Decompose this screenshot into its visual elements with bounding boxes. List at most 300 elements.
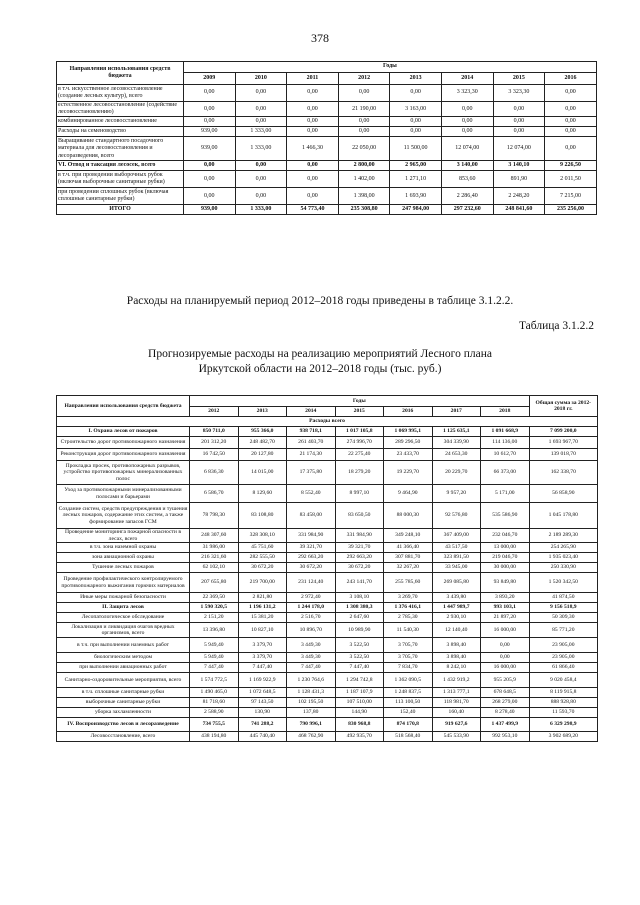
- cell-total: 56 858,90: [529, 485, 598, 503]
- cell-value: 18 279,20: [335, 461, 384, 485]
- row-label: выборочные санитарные рубки: [57, 698, 190, 708]
- cell-value: 292 663,20: [287, 553, 336, 563]
- header-directions: Направления использования средств бюджета: [57, 396, 190, 417]
- cell-value: 0,00: [184, 102, 236, 117]
- year-header: 2018: [481, 407, 530, 417]
- cell-value: 992 953,10: [481, 732, 530, 742]
- cell-value: 274 996,70: [335, 437, 384, 449]
- cell-total: 23 905,00: [529, 638, 598, 653]
- cell-value: 367 409,00: [432, 529, 481, 543]
- cell-value: 243 141,70: [335, 573, 384, 593]
- table-row: [57, 461, 598, 485]
- cell-value: 219 046,70: [481, 553, 530, 563]
- year-header: 2015: [335, 407, 384, 417]
- row-label: комбинированное лесовосстановление: [57, 117, 184, 127]
- cell-value: 113 100,50: [384, 698, 433, 708]
- cell-value: 3 522,50: [335, 653, 384, 663]
- cell-value: 8 129,60: [238, 485, 287, 503]
- cell-value: 468 762,90: [287, 732, 336, 742]
- cell-value: 7 447,40: [190, 663, 239, 673]
- cell-value: 30 000,00: [481, 563, 530, 573]
- table-row: [57, 188, 597, 205]
- cell-value: 1 437 499,9: [481, 718, 530, 732]
- cell-value: 21 897,20: [481, 613, 530, 623]
- cell-value: 2 821,80: [238, 593, 287, 603]
- cell-value: 1 590 320,5: [190, 603, 239, 613]
- cell-value: 248 482,70: [238, 437, 287, 449]
- cell-value: 97 143,50: [238, 698, 287, 708]
- row-label: Расходы на семеноводство: [57, 127, 184, 137]
- cell-total: 41 874,50: [529, 593, 598, 603]
- table-row: [57, 485, 598, 503]
- cell-value: 0,00: [184, 188, 236, 205]
- cell-value: 1 447 989,7: [432, 603, 481, 613]
- cell-value: 3 323,30: [493, 85, 545, 102]
- cell-value: 1 432 919,2: [432, 673, 481, 688]
- table-row: [57, 673, 598, 688]
- cell-value: 2 930,10: [432, 613, 481, 623]
- cell-value: 0,00: [441, 102, 493, 117]
- cell-value: 16 742,50: [190, 449, 239, 461]
- section-row: Расходы всего: [57, 417, 598, 427]
- row-label: Прокладка просек, противопожарных разрывов, устройство противопожарных минерализованных полос: [57, 461, 190, 485]
- cell-value: 5 949,40: [190, 653, 239, 663]
- cell-value: 1 362 090,5: [384, 673, 433, 688]
- cell-value: 39 321,70: [335, 543, 384, 553]
- header-total: Общая сумма за 2012-2018 гг.: [529, 396, 598, 417]
- cell-value: 850 711,0: [190, 427, 239, 437]
- cell-value: 255 785,60: [384, 573, 433, 593]
- cell-value: 2 800,00: [338, 161, 390, 171]
- cell-value: 734 755,5: [190, 718, 239, 732]
- row-label: в т.ч. при выполнении наземных работ: [57, 638, 190, 653]
- cell-value: 232 046,70: [481, 529, 530, 543]
- cell-value: 12 074,00: [493, 137, 545, 161]
- cell-value: 0,00: [287, 85, 339, 102]
- cell-value: 3 898,40: [432, 653, 481, 663]
- cell-value: 19 229,70: [384, 461, 433, 485]
- cell-value: 0,00: [184, 161, 236, 171]
- row-label: I. Охрана лесов от пожаров: [57, 427, 190, 437]
- cell-value: 17 375,80: [287, 461, 336, 485]
- cell-value: 0,00: [545, 102, 597, 117]
- table-row: [57, 573, 598, 593]
- cell-value: 54 773,40: [287, 205, 339, 215]
- cell-value: 6 586,70: [190, 485, 239, 503]
- cell-total: 139 018,70: [529, 449, 598, 461]
- body-text: Расходы на планируемый период 2012–2018 годы приведены в таблице 3.1.2.2.: [126, 295, 514, 307]
- cell-value: 201 312,20: [190, 437, 239, 449]
- year-header: 2014: [287, 407, 336, 417]
- table-row: [57, 437, 598, 449]
- cell-value: 307 881,70: [384, 553, 433, 563]
- cell-value: 0,00: [493, 102, 545, 117]
- cell-value: 83 458,00: [287, 503, 336, 529]
- cell-value: 1 128 431,3: [287, 688, 336, 698]
- row-label: в т.ч. зона наземной охраны: [57, 543, 190, 553]
- table-row: [57, 553, 598, 563]
- table-caption: Таблица 3.1.2.2: [518, 320, 594, 332]
- cell-value: 43 517,50: [432, 543, 481, 553]
- cell-value: 0,00: [184, 117, 236, 127]
- cell-total: 8 119 915,8: [529, 688, 598, 698]
- row-label: естественное лесовосстановление (содействие лесовосстановлению): [57, 102, 184, 117]
- cell-value: 955 205,9: [481, 673, 530, 688]
- cell-value: 10 612,70: [481, 449, 530, 461]
- cell-value: 92 576,80: [432, 503, 481, 529]
- cell-value: 3 323,30: [441, 85, 493, 102]
- cell-total: 2 189 289,30: [529, 529, 598, 543]
- cell-value: 268 279,00: [481, 698, 530, 708]
- expense-table-2009-2016: [56, 61, 597, 215]
- cell-value: 3 379,70: [238, 638, 287, 653]
- cell-value: 10 896,70: [287, 623, 336, 638]
- cell-total: 162 338,70: [529, 461, 598, 485]
- cell-value: 0,00: [338, 117, 390, 127]
- row-label: IV. Воспроизводство лесов и лесоразведение: [57, 718, 190, 732]
- cell-total: 1 045 178,80: [529, 503, 598, 529]
- cell-value: 16 000,00: [481, 623, 530, 638]
- cell-value: 919 627,6: [432, 718, 481, 732]
- cell-value: 292 663,20: [335, 553, 384, 563]
- cell-value: 939,00: [184, 137, 236, 161]
- row-label: в т.ч. сплошные санитарные рубки: [57, 688, 190, 698]
- cell-total: 11 593,70: [529, 708, 598, 718]
- row-label: при проведении сплошных рубок (включая сплошные санитарные рубки): [57, 188, 184, 205]
- cell-value: 207 655,80: [190, 573, 239, 593]
- cell-value: 0,00: [545, 117, 597, 127]
- cell-value: 3 140,10: [493, 161, 545, 171]
- year-header: 2015: [493, 73, 545, 85]
- year-header: 2014: [441, 73, 493, 85]
- row-label: Лесовосстановление, всего: [57, 732, 190, 742]
- cell-value: 7 834,70: [384, 663, 433, 673]
- cell-value: 93 849,80: [481, 573, 530, 593]
- cell-value: 939,00: [184, 127, 236, 137]
- cell-value: 14 015,00: [238, 461, 287, 485]
- cell-value: 545 533,90: [432, 732, 481, 742]
- cell-value: 7 447,40: [335, 663, 384, 673]
- cell-value: 7 447,40: [238, 663, 287, 673]
- year-header: 2009: [184, 73, 236, 85]
- table-row: [57, 127, 597, 137]
- cell-total: 7 099 200,0: [529, 427, 598, 437]
- cell-value: 32 267,20: [384, 563, 433, 573]
- cell-value: 2 965,00: [390, 161, 442, 171]
- cell-value: 790 996,1: [287, 718, 336, 732]
- cell-value: 6 836,30: [190, 461, 239, 485]
- table-row: [57, 593, 598, 603]
- cell-value: 21 190,00: [338, 102, 390, 117]
- cell-value: 1 308 380,3: [335, 603, 384, 613]
- cell-value: 7 215,00: [545, 188, 597, 205]
- cell-value: 30 672,20: [335, 563, 384, 573]
- cell-value: 331 984,90: [335, 529, 384, 543]
- cell-value: 993 103,1: [481, 603, 530, 613]
- cell-value: 0,00: [481, 638, 530, 653]
- cell-value: 8 278,40: [481, 708, 530, 718]
- row-label: зона авиационной охраны: [57, 553, 190, 563]
- table-row: [57, 449, 598, 461]
- cell-value: 939,00: [184, 205, 236, 215]
- cell-value: 12 074,00: [441, 137, 493, 161]
- cell-value: 0,00: [235, 117, 287, 127]
- cell-value: 39 321,70: [287, 543, 336, 553]
- cell-value: 891,90: [493, 171, 545, 188]
- cell-total: 6 329 298,9: [529, 718, 598, 732]
- year-header: 2010: [235, 73, 287, 85]
- cell-value: 0,00: [545, 85, 597, 102]
- cell-value: 3 705,70: [384, 638, 433, 653]
- header-years: Годы: [190, 396, 530, 407]
- cell-value: 445 740,40: [238, 732, 287, 742]
- cell-value: 45 751,60: [238, 543, 287, 553]
- cell-value: 10 827,10: [238, 623, 287, 638]
- cell-value: 3 449,30: [287, 638, 336, 653]
- cell-total: 9 020 458,4: [529, 673, 598, 688]
- cell-value: 3 379,70: [238, 653, 287, 663]
- cell-value: 144,90: [335, 708, 384, 718]
- cell-value: 21 174,30: [287, 449, 336, 461]
- row-label: Реконструкция дорог противопожарного назначения: [57, 449, 190, 461]
- cell-value: 152,40: [384, 708, 433, 718]
- cell-value: 2 516,70: [287, 613, 336, 623]
- table-row: [57, 708, 598, 718]
- cell-value: 3 140,00: [441, 161, 493, 171]
- cell-value: 0,00: [545, 127, 597, 137]
- cell-total: 1 935 023,40: [529, 553, 598, 563]
- table-title: [0, 347, 640, 377]
- cell-value: 137,80: [287, 708, 336, 718]
- cell-value: 349 248,10: [384, 529, 433, 543]
- cell-value: 492 935,70: [335, 732, 384, 742]
- cell-value: 874 170,8: [384, 718, 433, 732]
- table-row: [57, 137, 597, 161]
- forecast-expense-table-2012-2018: [56, 395, 598, 742]
- table-row: [57, 688, 598, 698]
- cell-value: 8 997,10: [335, 485, 384, 503]
- cell-value: 1 072 648,5: [238, 688, 287, 698]
- cell-value: 1 490 465,0: [190, 688, 239, 698]
- year-header: 2016: [545, 73, 597, 85]
- cell-value: 323 891,50: [432, 553, 481, 563]
- cell-value: 1 091 668,9: [481, 427, 530, 437]
- table-row: [57, 613, 598, 623]
- cell-value: 438 194,80: [190, 732, 239, 742]
- cell-value: 2 151,20: [190, 613, 239, 623]
- cell-value: 0,00: [390, 127, 442, 137]
- cell-value: 1 271,10: [390, 171, 442, 188]
- cell-value: 30 672,20: [238, 563, 287, 573]
- cell-value: 12 140,40: [432, 623, 481, 638]
- row-label: Выращивание стандартного посадочного материала для лесовосстановления и лесоразведения, всего: [57, 137, 184, 161]
- cell-value: 1 294 742,8: [335, 673, 384, 688]
- cell-value: 261 403,70: [287, 437, 336, 449]
- cell-value: 66 373,00: [481, 461, 530, 485]
- cell-value: 33 945,00: [432, 563, 481, 573]
- row-label: Строительство дорог противопожарного назначения: [57, 437, 190, 449]
- cell-total: 9 156 518,9: [529, 603, 598, 613]
- cell-value: 3 439,80: [432, 593, 481, 603]
- cell-value: 83 108,80: [238, 503, 287, 529]
- cell-total: 23 905,00: [529, 653, 598, 663]
- cell-value: 0,00: [390, 85, 442, 102]
- table-title-line-2: Иркутской области на 2012–2018 годы (тыс. руб.): [198, 363, 442, 375]
- cell-value: 3 893,20: [481, 593, 530, 603]
- cell-value: 5 171,00: [481, 485, 530, 503]
- year-header: 2016: [384, 407, 433, 417]
- cell-value: 289 296,50: [384, 437, 433, 449]
- row-label: в т.ч. при проведении выборочных рубок (включая выборочные санитарные рубки): [57, 171, 184, 188]
- page-number: 378: [311, 31, 329, 45]
- row-label: Создание систем, средств предупреждения и тушения лесных пожаров, содержание этих систем, а также формирование запасов ГСМ: [57, 503, 190, 529]
- cell-value: 0,00: [235, 85, 287, 102]
- header-years: Годы: [184, 62, 597, 73]
- cell-value: 1 693,90: [390, 188, 442, 205]
- cell-value: 41 366,40: [384, 543, 433, 553]
- cell-value: 678 648,5: [481, 688, 530, 698]
- cell-value: 247 984,00: [390, 205, 442, 215]
- cell-value: 830 968,8: [335, 718, 384, 732]
- cell-total: 1 520 342,50: [529, 573, 598, 593]
- table-row: [57, 663, 598, 673]
- cell-value: 11 500,00: [390, 137, 442, 161]
- row-label: VI. Отвод и таксация лесосек, всего: [57, 161, 184, 171]
- year-header: 2013: [238, 407, 287, 417]
- year-header: 2011: [287, 73, 339, 85]
- row-label: ИТОГО: [57, 205, 184, 215]
- cell-value: 282 555,50: [238, 553, 287, 563]
- cell-value: 1 466,30: [287, 137, 339, 161]
- cell-value: 20 229,70: [432, 461, 481, 485]
- table-row: [57, 529, 598, 543]
- cell-value: 0,00: [481, 653, 530, 663]
- cell-value: 30 672,20: [287, 563, 336, 573]
- cell-value: 1 398,00: [338, 188, 390, 205]
- cell-value: 235 256,00: [545, 205, 597, 215]
- cell-value: 11 540,30: [384, 623, 433, 638]
- cell-value: 1 333,00: [235, 205, 287, 215]
- header-directions: Направления использования средств бюджета: [57, 62, 184, 85]
- cell-value: 31 986,00: [190, 543, 239, 553]
- cell-value: 219 700,00: [238, 573, 287, 593]
- cell-value: 297 232,60: [441, 205, 493, 215]
- cell-value: 235 308,80: [338, 205, 390, 215]
- table-row: [57, 85, 597, 102]
- cell-value: 1 196 131,2: [238, 603, 287, 613]
- cell-value: 0,00: [287, 161, 339, 171]
- cell-value: 0,00: [287, 188, 339, 205]
- cell-value: 10 989,90: [335, 623, 384, 638]
- cell-value: 0,00: [338, 85, 390, 102]
- cell-value: 22 275,40: [335, 449, 384, 461]
- cell-value: 0,00: [390, 117, 442, 127]
- cell-value: 0,00: [235, 161, 287, 171]
- cell-value: 0,00: [184, 171, 236, 188]
- cell-value: 304 339,90: [432, 437, 481, 449]
- cell-value: 938 718,1: [287, 427, 336, 437]
- cell-value: 8 552,40: [287, 485, 336, 503]
- cell-value: 0,00: [287, 102, 339, 117]
- cell-value: 0,00: [184, 85, 236, 102]
- cell-value: 216 321,60: [190, 553, 239, 563]
- cell-value: 13 396,80: [190, 623, 239, 638]
- cell-value: 2 286,40: [441, 188, 493, 205]
- cell-value: 1 402,00: [338, 171, 390, 188]
- cell-value: 1 333,00: [235, 127, 287, 137]
- row-label: Тушение лесных пожаров: [57, 563, 190, 573]
- cell-value: 1 376 416,1: [384, 603, 433, 613]
- row-label: Уход за противопожарными минерализованными полосами и барьерами: [57, 485, 190, 503]
- cell-value: 2 588,90: [190, 708, 239, 718]
- cell-value: 81 718,60: [190, 698, 239, 708]
- cell-value: 2 972,40: [287, 593, 336, 603]
- cell-value: 0,00: [493, 117, 545, 127]
- cell-value: 88 000,30: [384, 503, 433, 529]
- row-label: биологическим методом: [57, 653, 190, 663]
- row-label: при выполнении авиационных работ: [57, 663, 190, 673]
- table-row: [57, 718, 598, 732]
- cell-value: 0,00: [287, 117, 339, 127]
- cell-value: 78 798,30: [190, 503, 239, 529]
- row-label: Иные меры пожарной безопасности: [57, 593, 190, 603]
- cell-value: 3 163,00: [390, 102, 442, 117]
- row-label: II. Защита лесов: [57, 603, 190, 613]
- table-row: [57, 653, 598, 663]
- table-title-line-1: Прогнозируемые расходы на реализацию мероприятий Лесного плана: [148, 348, 492, 360]
- cell-value: 1 248 837,5: [384, 688, 433, 698]
- row-label: Проведение мониторинга пожарной опасности в лесах, всего: [57, 529, 190, 543]
- cell-value: 3 449,30: [287, 653, 336, 663]
- cell-value: 0,00: [441, 117, 493, 127]
- cell-value: 3 705,70: [384, 653, 433, 663]
- cell-value: 0,00: [545, 137, 597, 161]
- cell-value: 22 369,50: [190, 593, 239, 603]
- year-header: 2012: [190, 407, 239, 417]
- cell-value: 1 169 922,9: [238, 673, 287, 688]
- cell-value: 328 308,10: [238, 529, 287, 543]
- cell-value: 2 248,20: [493, 188, 545, 205]
- table-row: [57, 638, 598, 653]
- cell-value: 0,00: [287, 171, 339, 188]
- cell-total: 3 902 689,20: [529, 732, 598, 742]
- cell-value: 22 050,00: [338, 137, 390, 161]
- cell-value: 269 085,80: [432, 573, 481, 593]
- cell-total: 888 928,80: [529, 698, 598, 708]
- cell-value: 107 510,00: [335, 698, 384, 708]
- cell-value: 3 269,70: [384, 593, 433, 603]
- cell-value: 1 125 635,1: [432, 427, 481, 437]
- cell-value: 0,00: [493, 127, 545, 137]
- row-label: в т.ч. искусственное лесовосстановление (создание лесных культур), всего: [57, 85, 184, 102]
- cell-value: 1 313 777,1: [432, 688, 481, 698]
- cell-value: 83 650,50: [335, 503, 384, 529]
- row-label: Санитарно-оздоровительные мероприятия, всего: [57, 673, 190, 688]
- table-row: [57, 117, 597, 127]
- cell-value: 331 984,90: [287, 529, 336, 543]
- cell-value: 1 069 995,1: [384, 427, 433, 437]
- cell-value: 3 898,40: [432, 638, 481, 653]
- cell-value: 9 226,50: [545, 161, 597, 171]
- cell-value: 5 949,40: [190, 638, 239, 653]
- cell-total: 85 771,20: [529, 623, 598, 638]
- cell-value: 248 841,60: [493, 205, 545, 215]
- year-header: 2017: [432, 407, 481, 417]
- cell-value: 248 307,60: [190, 529, 239, 543]
- cell-value: 1 333,00: [235, 137, 287, 161]
- cell-value: 8 242,10: [432, 663, 481, 673]
- cell-value: 0,00: [235, 188, 287, 205]
